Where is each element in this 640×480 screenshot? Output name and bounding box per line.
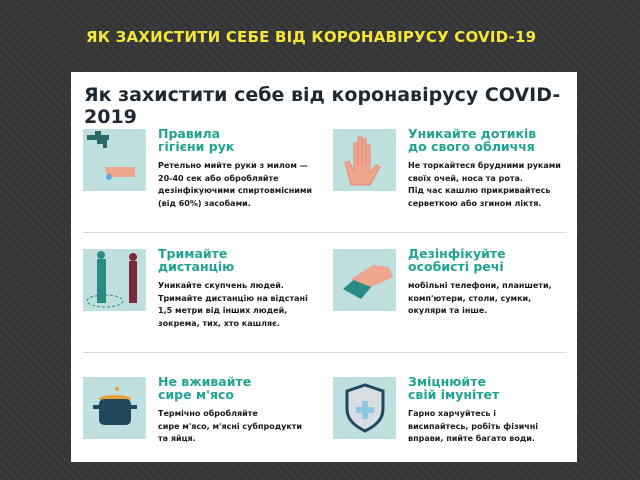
shield-icon [333, 377, 396, 439]
divider [83, 352, 567, 353]
tip-text: Термічно обробляйте сире м'ясо, м'ясні субпродукти та яйця. [158, 409, 303, 443]
tip-heading: Тримайте дистанцію [158, 246, 235, 274]
tip-heading: Правила гігієни рук [158, 126, 235, 154]
people-distance-icon [83, 249, 146, 311]
tip-raw-meat [71, 374, 321, 477]
tip-hand-hygiene [71, 126, 321, 229]
tip-text: Уникайте скупчень людей. Тримайте дистанцію на відстані 1,5 метри від інших людей, зокрема, тих, хто кашляє. [158, 281, 308, 328]
tip-heading: Дезінфікуйте особисті речі [408, 246, 506, 274]
slide-title: ЯК ЗАХИСТИТИ СЕБЕ ВІД КОРОНАВІРУСУ COVID-19 [86, 28, 537, 46]
faucet-hands-icon [83, 129, 146, 191]
tip-disinfect [321, 246, 571, 349]
infographic-card [71, 72, 577, 462]
tip-text: Не торкайтеся брудними руками своїх очей, носа та рота. Під час кашлю прикривайтесь серветкою або згином ліктя. [408, 161, 561, 208]
tip-avoid-face [321, 126, 571, 229]
card-title: Як захистити себе від коронавірусу COVID-2019 [84, 84, 561, 128]
tip-text: Гарно харчуйтесь і висипайтесь, робіть фізичні вправи, пийте багато води. [408, 409, 538, 443]
tip-heading: Не вживайте сире м'ясо [158, 374, 252, 402]
tip-text: Ретельно мийте руки з милом — 20-40 сек або обробляйте дезінфікуючими спиртовмісними (від 60%) засобами. [158, 161, 313, 208]
tip-heading: Зміцнюйте свій імунітет [408, 374, 500, 402]
tip-text: мобільні телефони, планшети, комп'ютери, столи, сумки, окуляри та інше. [408, 281, 552, 315]
cooking-pot-icon [83, 377, 146, 439]
hand-icon [333, 129, 396, 191]
sponge-wipe-icon [333, 249, 396, 311]
tip-immunity [321, 374, 571, 477]
divider [83, 232, 567, 233]
tip-heading: Уникайте дотиків до свого обличчя [408, 126, 537, 154]
tip-distance [71, 246, 321, 349]
